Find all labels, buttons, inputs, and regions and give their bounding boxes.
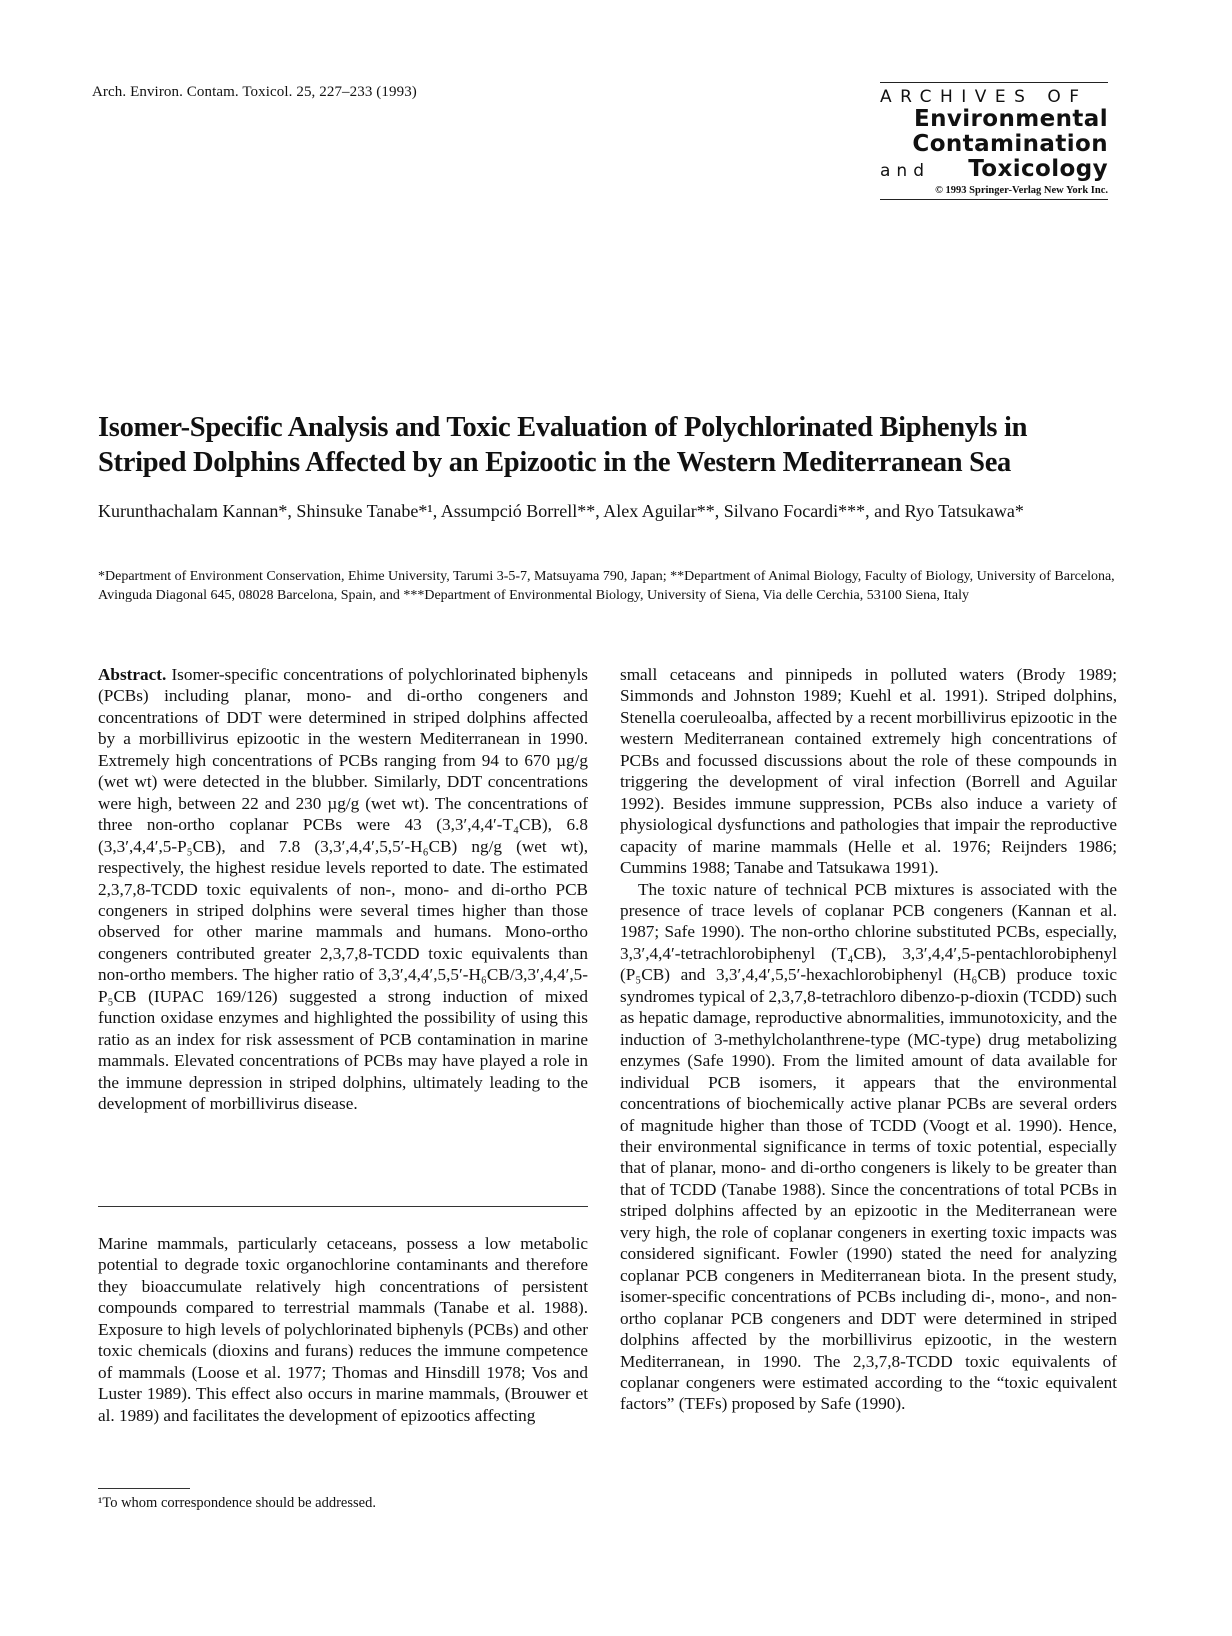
abstract-text: Isomer-specific concentrations of polychlorinated biphenyls (PCBs) including planar, mono- and di-ortho congeners and concentrations of DDT were determined in striped dolphins affected by a morbillivirus epizootic in the western Mediterranean in 1990. Extremely high concentrations of PCBs ranging from 94 to 670 µg/g (wet wt) were detected in the blubber. Similarly, DDT concentrations were high, between 22 and 230 µg/g (wet wt). The concentrations of three non-ortho coplanar PCBs were 43 (3,3′,4,4′-T₄CB), 6.8 (3,3′,4,4′,5-P₅CB), and 7.8 (3,3′,4,4′,5,5′-H₆CB) ng/g (wet wt), respectively, the highest residue levels reported to date. The estimated 2,3,7,8-TCDD toxic equivalents of non-, mono- and di-ortho PCB congeners in striped dolphins were several times higher than those observed for other marine mammals and humans. Mono-ortho congeners contributed greater 2,3,7,8-TCDD toxic equivalents than non-ortho members. The higher ratio of 3,3′,4,4′,5,5′-H₆CB/3,3′,4,4′,5-P₅CB (IUPAC 169/126) suggested a strong induction of mixed function oxidase enzymes and highlighted the possibility of using this ratio as an index for risk assessment of PCB contamination in marine mammals. Elevated concentrations of PCBs may have played a role in the immune depression in striped dolphins, ultimately leading to the development of morbillivirus disease. — [98, 665, 588, 1114]
journal-logo — [880, 82, 1108, 200]
author-list: Kurunthachalam Kannan*, Shinsuke Tanabe*¹, Assumpció Borrell**, Alex Aguilar**, Silvano Focardi***, and Ryo Tatsukawa* — [98, 501, 1024, 521]
footnote: ¹To whom correspondence should be addressed. — [98, 1495, 376, 1511]
affiliations: *Department of Environment Conservation, Ehime University, Tarumi 3-5-7, Matsuyama 790, Japan; **Department of Animal Biology, Faculty of Biology, University of Barcelona, Avinguda Diagonal 645, 08028 Barcelona, Spain, and ***Department of Environmental Biology, University of Siena, Via delle Cerchia, 53100 Siena, Italy — [98, 569, 1115, 603]
introduction-left — [98, 1233, 588, 1426]
intro-paragraph-2: small cetaceans and pinnipeds in polluted waters (Brody 1989; Simmonds and Johnston 1989; Kuehl et al. 1991). Striped dolphins, Stenella coeruleoalba, affected by a recent morbillivirus epizootic in the western Mediterranean contained extremely high concentrations of PCBs and focussed discussions about the role of these compounds in triggering the development of viral infection (Borrell and Aguilar 1992). Besides immune suppression, PCBs also induce a variety of physiological dysfunctions and pathologies that impair the reproductive capacity of marine mammals (Helle et al. 1976; Reijnders 1986; Cummins 1988; Tanabe and Tatsukawa 1991). — [620, 665, 1117, 878]
journal-citation: Arch. Environ. Contam. Toxicol. 25, 227–233 (1993) — [92, 84, 417, 100]
article-title: Isomer-Specific Analysis and Toxic Evaluation of Polychlorinated Biphenyls in Striped Dolphins Affected by an Epizootic in the Western Mediterranean Sea — [98, 412, 1028, 478]
logo-top-rule — [880, 82, 1108, 83]
intro-paragraph-3: The toxic nature of technical PCB mixtures is associated with the presence of trace levels of coplanar PCB congeners (Kannan et al. 1987; Safe 1990). The non-ortho chlorine substituted PCBs, especially, 3,3′,4,4′-tetrachlorobiphenyl (T₄CB), 3,3′,4,4′,5-pentachlorobiphenyl (P₅CB) and 3,3′,4,4′,5,5′-hexachlorobiphenyl (H₆CB) produce toxic syndromes typical of 2,3,7,8-tetrachloro dibenzo-p-dioxin (TCDD) such as hepatic damage, reproductive abnormalities, immunotoxicity, and the induction of 3-methylcholanthrene-type (MC-type) drug metabolizing enzymes (Safe 1990). From the limited amount of data available for individual PCB isomers, it appears that the environmental concentrations of biochemically active planar PCBs are several orders of magnitude higher than those of TCDD (Voogt et al. 1990). Hence, their environmental significance in terms of toxic potential, especially that of planar, mono- and di-ortho congeners is likely to be greater than that of TCDD (Tanabe 1988). Since the concentrations of total PCBs in striped dolphins affected by an epizootic in the Mediterranean were very high, the role of coplanar congeners in exerting toxic impacts was considered significant. Fowler (1990) stated the need for analyzing coplanar PCB congeners in Mediterranean biota. In the present study, isomer-specific concentrations of PCBs including di-, mono-, and non-ortho coplanar PCB congeners and DDT were determined in striped dolphins affected by the morbillivirus epizootic, in the western Mediterranean, in 1990. The 2,3,7,8-TCDD toxic equivalents of coplanar congeners were estimated according to the “toxic equivalent factors” (TEFs) proposed by Safe (1990). — [620, 879, 1117, 1414]
logo-and: and — [880, 161, 930, 181]
logo-copyright: © 1993 Springer-Verlag New York Inc. — [880, 185, 1108, 200]
intro-paragraph-1: Marine mammals, particularly cetaceans, possess a low metabolic potential to degrade toxic organochlorine contaminants and therefore they bioaccumulate relatively high concentrations of persistent compounds compared to terrestrial mammals (Tanabe et al. 1988). Exposure to high levels of polychlorinated biphenyls (PCBs) and other toxic chemicals (dioxins and furans) reduces the immune competence of mammals (Loose et al. 1977; Thomas and Hinsdill 1978; Vos and Luster 1989). This effect also occurs in marine mammals, (Brouwer et al. 1989) and facilitates the development of epizootics affecting — [98, 1234, 588, 1425]
logo-toxicology: Toxicology — [968, 156, 1108, 182]
logo-environmental: Environmental — [913, 106, 1108, 132]
footnote-rule — [98, 1488, 190, 1489]
logo-contamination: Contamination — [912, 131, 1108, 157]
abstract — [98, 664, 588, 1115]
abstract-label: Abstract. — [98, 665, 167, 684]
logo-archives-of: ARCHIVES OF — [880, 87, 1088, 107]
section-divider — [98, 1206, 588, 1207]
introduction-right — [620, 664, 1117, 1415]
